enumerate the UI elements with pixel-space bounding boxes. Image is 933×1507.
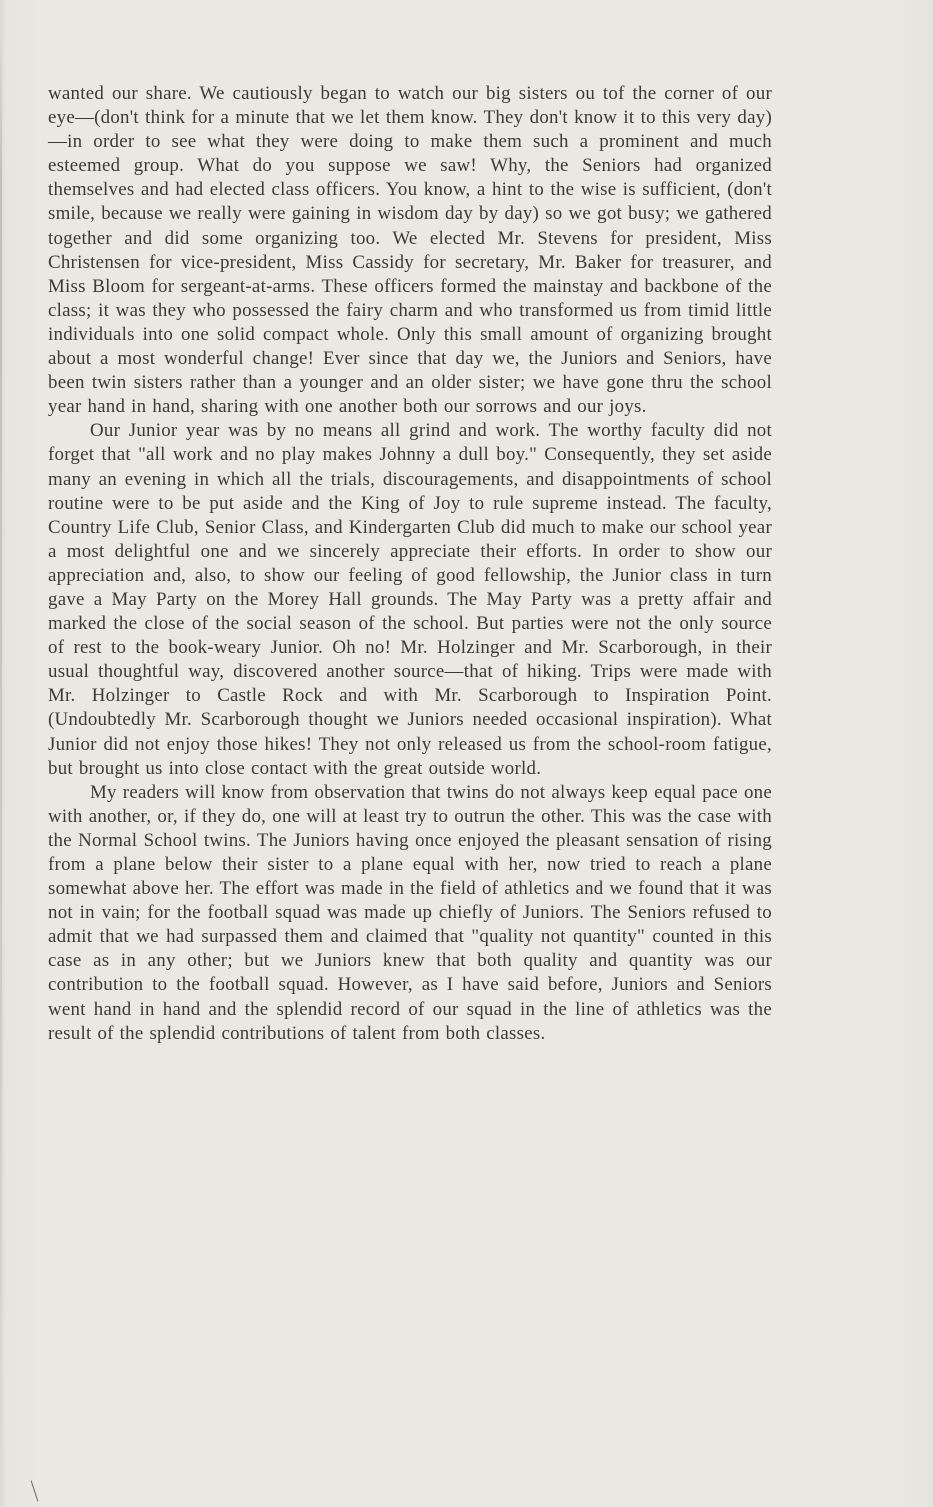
paragraph-1: wanted our share. We cautiously began to watch our big sisters ou tof the corner of our eye—(don't think for a minute that we let them know. They don't know it to this very day)—in order to see what they were doing to make them such a prominent and much esteemed group. What do you suppose we saw! Why, the Seniors had organized themselves and had elected class officers. You know, a hint to the wise is sufficient, (don't smile, because we really were gaining in wisdom day by day) so we got busy; we gathered together and did some organizing too. We elected Mr. Stevens for president, Miss Christensen for vice-president, Miss Cassidy for secretary, Mr. Baker for treasurer, and Miss Bloom for sergeant-at-arms. These officers formed the mainstay and backbone of the class; it was they who possessed the fairy charm and who transformed us from timid little individuals into one solid compact whole. Only this small amount of organizing brought about a most wonderful change! Ever since that day we, the Juniors and Seniors, have been twin sisters rather than a younger and an older sister; we have gone thru the school year hand in hand, sharing with one another both our sorrows and our joys. xyxy=(48,83,772,418)
scan-artifact-mark xyxy=(31,1480,39,1501)
body-text xyxy=(48,82,772,1046)
paragraph-2: Our Junior year was by no means all grind and work. The worthy faculty did not forget that "all work and no play makes Johnny a dull boy." Consequently, they set aside many an evening in which all the trials, discouragements, and disappointments of school routine were to be put aside and the King of Joy to rule supreme instead. The faculty, Country Life Club, Senior Class, and Kindergarten Club did much to make our school year a most delightful one and we sincerely appreciate their efforts. In order to show our appreciation and, also, to show our feeling of good fellowship, the Junior class in turn gave a May Party on the Morey Hall grounds. The May Party was a pretty affair and marked the close of the social season of the school. But parties were not the only source of rest to the book-weary Junior. Oh no! Mr. Holzinger and Mr. Scarborough, in their usual thoughtful way, discovered another source—that of hiking. Trips were made with Mr. Holzinger to Castle Rock and with Mr. Scarborough to Inspiration Point. (Undoubtedly Mr. Scarborough thought we Juniors needed occasional inspiration). What Junior did not enjoy those hikes! They not only released us from the school-room fatigue, but brought us into close contact with the great outside world. xyxy=(48,420,772,779)
paragraph-3: My readers will know from observation that twins do not always keep equal pace one with another, or, if they do, one will at least try to outrun the other. This was the case with the Normal School twins. The Juniors having once enjoyed the pleasant sensation of rising from a plane below their sister to a plane equal with her, now tried to reach a plane somewhat above her. The effort was made in the field of athletics and we found that it was not in vain; for the football squad was made up chiefly of Juniors. The Seniors refused to admit that we had surpassed them and claimed that "quality not quantity" counted in this case as in any other; but we Juniors knew that both quality and quantity was our contribution to the football squad. However, as I have said before, Juniors and Seniors went hand in hand and the splendid record of our squad in the line of athletics was the result of the splendid contributions of talent from both classes. xyxy=(48,781,772,1044)
binding-edge-shadow xyxy=(0,40,2,1470)
